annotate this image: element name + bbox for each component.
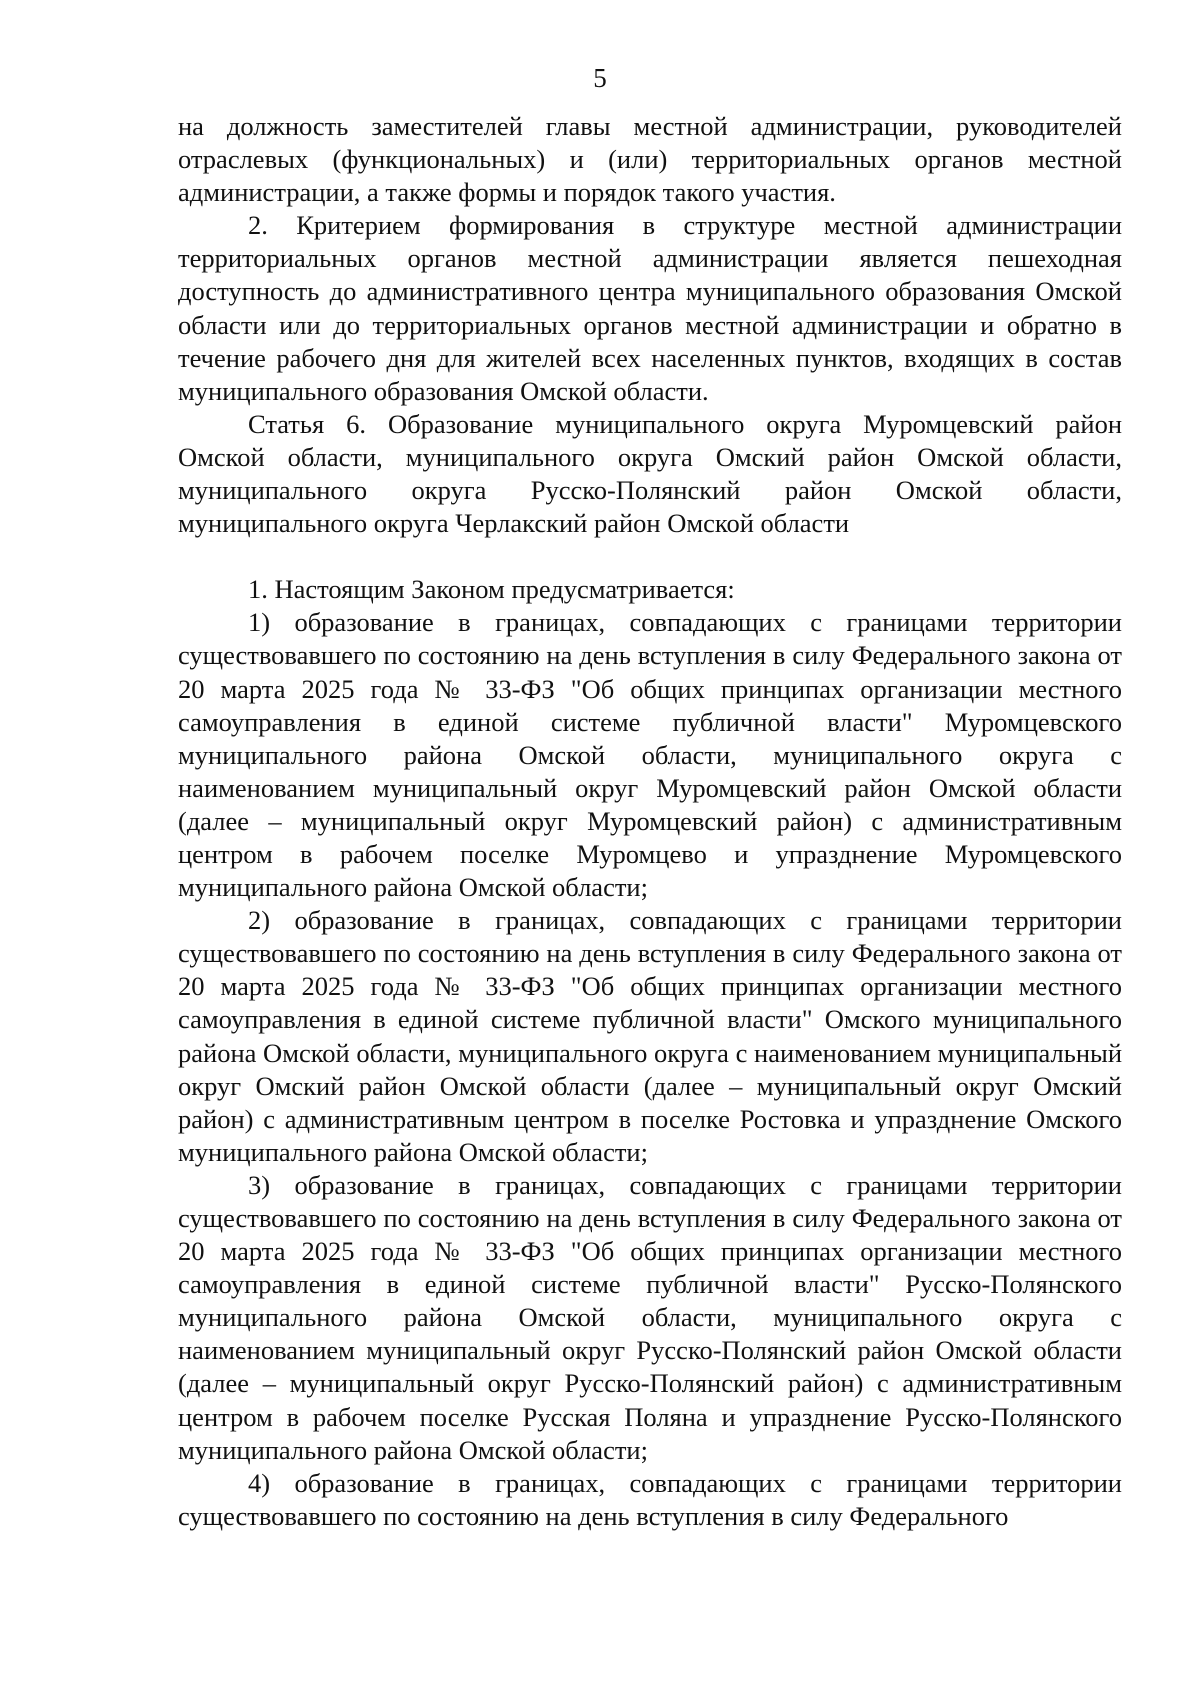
list-item-4: 4) образование в границах, совпадающих с границами территории существовавшего по состоянию на день вступления в силу Федерального bbox=[178, 1467, 1122, 1531]
paragraph-continuation: на должность заместителей главы местной администрации, руководителей отраслевых (функциональных) и (или) территориальных органов местной администрации, а также формы и порядок такого участия. bbox=[178, 111, 1122, 208]
list-item-1: 1) образование в границах, совпадающих с границами территории существовавшего по состоянию на день вступления в силу Федерального закона от 20 марта 2025 года № 33-ФЗ "Об общих принципах организации местного самоуправления в единой системе публичной власти" Муромцевского муниципального района Омской области, муниципального округа с наименованием муниципальный округ Муромцевский район Омской области (далее – муниципальный округ Муромцевский район) с административным центром в рабочем поселке Муромцево и упразднение Муромцевского муниципального района Омской области; bbox=[178, 607, 1122, 903]
article-6-heading: Статья 6. Образование муниципального округа Муромцевский район Омской области, муниципального округа Омский район Омской области, муниципального округа Русско-Полянский район Омской области, муниципального округа Черлакский район Омской области bbox=[178, 408, 1122, 539]
paragraph-criterion: 2. Критерием формирования в структуре местной администрации территориальных органов местной администрации является пешеходная доступность до административного центра муниципального образования Омской области или до территориальных органов местной администрации и обратно в течение рабочего дня для жителей всех населенных пунктов, входящих в состав муниципального образования Омской области. bbox=[178, 210, 1122, 406]
list-item-3: 3) образование в границах, совпадающих с границами территории существовавшего по состоянию на день вступления в силу Федерального закона от 20 марта 2025 года № 33-ФЗ "Об общих принципах организации местного самоуправления в единой системе публичной власти" Русско-Полянского муниципального района Омской области, муниципального округа с наименованием муниципальный округ Русско-Полянский район Омской области (далее – муниципальный округ Русско-Полянский район) с административным центром в рабочем поселке Русская Поляна и упразднение Русско-Полянского муниципального района Омской области; bbox=[178, 1169, 1122, 1465]
document-body bbox=[178, 110, 1122, 1533]
page-number: 5 bbox=[593, 63, 607, 93]
list-item-2: 2) образование в границах, совпадающих с границами территории существовавшего по состоянию на день вступления в силу Федерального закона от 20 марта 2025 года № 33-ФЗ "Об общих принципах организации местного самоуправления в единой системе публичной власти" Омского муниципального района Омской области, муниципального округа с наименованием муниципальный округ Омский район Омской области (далее – муниципальный округ Омский район) с административным центром в поселке Ростовка и упразднение Омского муниципального района Омской области; bbox=[178, 905, 1122, 1167]
paragraph-law-provides: 1. Настоящим Законом предусматривается: bbox=[248, 574, 735, 605]
